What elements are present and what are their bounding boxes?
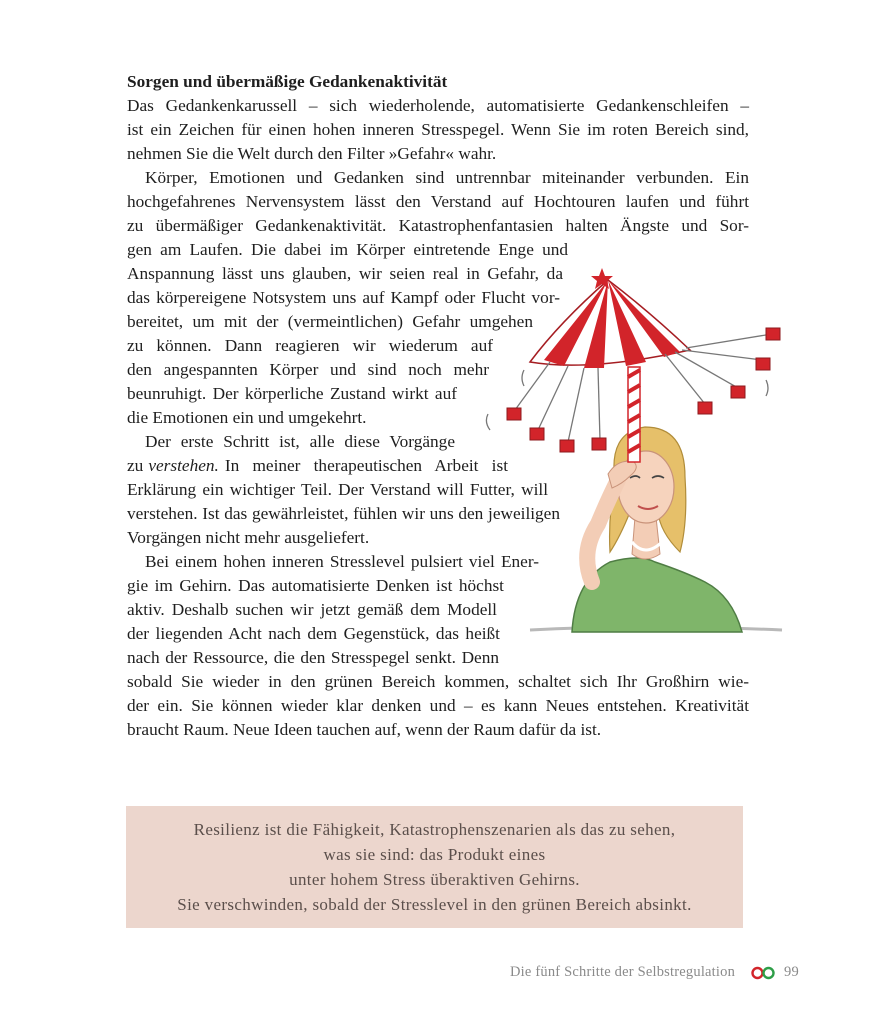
body-line-24: nach der Ressource, die den Stresspegel senkt. Denn: [127, 648, 499, 667]
body-line-11: zu können. Dann reagieren wir wiederum auf: [127, 336, 493, 355]
footer-page-number: 99: [784, 964, 799, 980]
body-line-16: [127, 454, 508, 478]
body-line-20: Bei einem hohen inneren Stresslevel pulsiert viel Ener-: [145, 552, 539, 571]
lying-eight-icon: [751, 966, 775, 980]
body-line-2: ist ein Zeichen für einen hohen inneren Stresspegel. Wenn Sie im roten Bereich sind,: [127, 120, 749, 139]
callout-line-3: unter hohem Stress überaktiven Gehirns.: [289, 870, 580, 889]
body-line-26: der ein. Sie können wieder klar denken und – es kann Neues entstehen. Kreativität: [127, 696, 749, 715]
body-line-10: bereitet, um mit der (vermeintlichen) Gefahr umgehen: [127, 312, 533, 331]
body-line-9: das körpereigene Notsystem uns auf Kampf oder Flucht vor-: [127, 288, 560, 307]
body-line-6: zu übermäßiger Gedankenaktivität. Katastrophenfantasien halten Ängste und Sor-: [127, 216, 749, 235]
body-line-13: beunruhigt. Der körperliche Zustand wirkt auf: [127, 384, 457, 403]
emphasis-verstehen: verstehen.: [148, 456, 219, 475]
body-line-25: sobald Sie wieder in den grünen Bereich kommen, schaltet sich Ihr Großhirn wie-: [127, 672, 749, 691]
body-line-14: die Emotionen ein und umgekehrt.: [127, 408, 367, 427]
callout-line-2: was sie sind: das Produkt eines: [323, 845, 546, 864]
body-line-16-prefix: zu: [127, 456, 144, 475]
body-line-22: aktiv. Deshalb suchen wir jetzt gemäß dem Modell: [127, 600, 497, 619]
body-line-15: Der erste Schritt ist, alle diese Vorgänge: [145, 432, 455, 451]
callout-line-4: Sie verschwinden, sobald der Stresslevel in den grünen Bereich absinkt.: [177, 895, 692, 914]
body-line-5: hochgefahrenes Nervensystem lässt den Verstand auf Hochtouren laufen und führt: [127, 192, 749, 211]
body-line-1: Das Gedankenkarussell – sich wiederholende, automatisierte Gedankenschleifen –: [127, 96, 749, 115]
body-line-3: nehmen Sie die Welt durch den Filter »Gefahr« wahr.: [127, 144, 497, 163]
body-line-17: Erklärung ein wichtiger Teil. Der Verstand will Futter, will: [127, 480, 548, 499]
motion-marks: [486, 370, 768, 430]
body-line-27: braucht Raum. Neue Ideen tauchen auf, wenn der Raum dafür da ist.: [127, 720, 602, 739]
footer-chapter-title: Die fünf Schritte der Selbstregulation: [510, 964, 736, 980]
callout-line-1: Resilienz ist die Fähigkeit, Katastrophenszenarien als das zu sehen,: [193, 820, 676, 839]
body-line-23: der liegenden Acht nach dem Gegenstück, das heißt: [127, 624, 500, 643]
body-line-12: den angespannten Körper und sind noch mehr: [127, 360, 489, 379]
body-line-18: verstehen. Ist das gewährleistet, fühlen wir uns den jeweiligen: [127, 504, 560, 523]
section-heading: Sorgen und übermäßige Gedankenaktivität: [127, 72, 448, 91]
callout-box: [126, 806, 743, 928]
body-line-21: gie im Gehirn. Das automatisierte Denken ist höchst: [127, 576, 504, 595]
body-line-7: gen am Laufen. Die dabei im Körper eintretende Enge und: [127, 240, 568, 259]
body-line-4: Körper, Emotionen und Gedanken sind untrennbar miteinander verbunden. Ein: [145, 168, 749, 187]
body-line-19: Vorgängen nicht mehr ausgeliefert.: [127, 528, 370, 547]
body-line-16-rest: In meiner therapeutischen Arbeit ist: [224, 456, 508, 475]
green-shirt: [572, 558, 742, 632]
carousel-woman-illustration: [480, 262, 800, 652]
body-line-8: Anspannung lässt uns glauben, wir seien real in Gefahr, da: [127, 264, 563, 283]
